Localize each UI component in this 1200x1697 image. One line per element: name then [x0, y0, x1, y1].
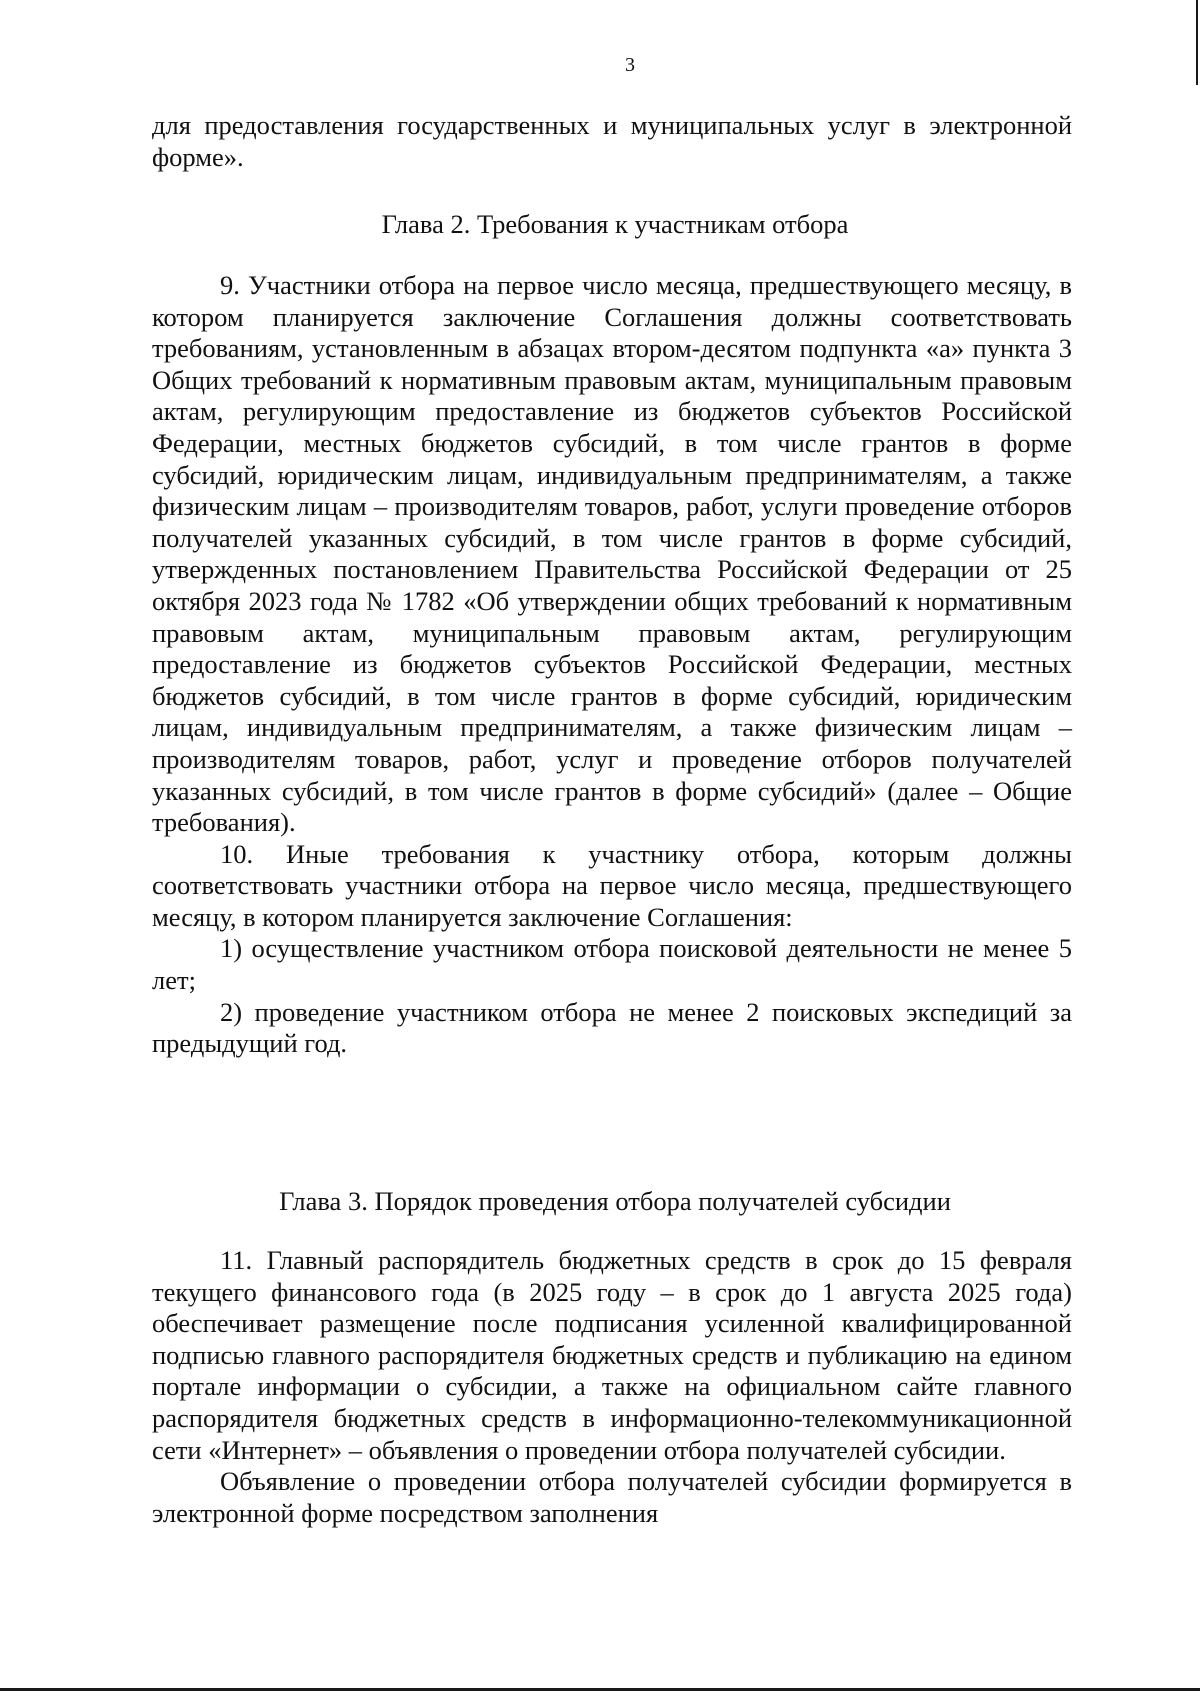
chapter-3-heading: Глава 3. Порядок проведения отбора получателей субсидии — [279, 1186, 951, 1216]
chapter-2-body — [152, 270, 1072, 1060]
paragraph-10: 10. Иные требования к участнику отбора, которым должны соответствовать участники отбора на первое число месяца, предшествующего месяцу, в котором планируется заключение Соглашения: — [152, 838, 1072, 932]
paragraph-10-item-1: 1) осуществление участником отбора поисковой деятельности не менее 5 лет; — [152, 933, 1072, 996]
scan-edge-right — [1196, 0, 1198, 85]
chapter-2-heading: Глава 2. Требования к участникам отбора — [381, 209, 849, 239]
chapter-3-body — [152, 1245, 1072, 1529]
intro-paragraph: для предоставления государственных и муниципальных услуг в электронной форме». — [152, 110, 1072, 172]
page-number: 3 — [625, 54, 635, 76]
scan-edge-bottom — [0, 1688, 1200, 1691]
paragraph-announcement: Объявление о проведении отбора получателей субсидии формируется в электронной форме посредством заполнения — [152, 1466, 1072, 1528]
intro-block — [152, 110, 1072, 173]
paragraph-9: 9. Участники отбора на первое число месяца, предшествующего месяцу, в котором планируется заключение Соглашения должны соответствовать требованиям, установленным в абзацах втором-десятом подпункта «а» пункта 3 Общих требований к нормативным правовым актам, муниципальным правовым актам, регулирующим предоставление из бюджетов субъектов Российской Федерации, местных бюджетов субсидий, в том числе грантов в форме субсидий, юридическим лицам, индивидуальным предпринимателям, а также физическим лицам – производителям товаров, работ, услуги проведение отборов получателей указанных субсидий, в том числе грантов в форме субсидий, утвержденных постановлением Правительства Российской Федерации от 25 октября 2023 года № 1782 «Об утверждении общих требований к нормативным правовым актам, муниципальным правовым актам, регулирующим предоставление из бюджетов субъектов Российской Федерации, местных бюджетов субсидий, в том числе грантов в форме субсидий, юридическим лицам, индивидуальным предпринимателям, а также физическим лицам – производителям товаров, работ, услуг и проведение отборов получателей указанных субсидий, в том числе грантов в форме субсидий» (далее – Общие требования). — [152, 270, 1072, 838]
paragraph-11: 11. Главный распорядитель бюджетных средств в срок до 15 февраля текущего финансового года (в 2025 году – в срок до 1 августа 2025 года) обеспечивает размещение после подписания усиленной квалифицированной подписью главного распорядителя бюджетных средств и публикацию на едином портале информации о субсидии, а также на официальном сайте главного распорядителя бюджетных средств в информационно-телекоммуникационной сети «Интернет» – объявления о проведении отбора получателей субсидии. — [152, 1245, 1072, 1465]
paragraph-10-item-2: 2) проведение участником отбора не менее 2 поисковых экспедиций за предыдущий год. — [152, 996, 1072, 1059]
